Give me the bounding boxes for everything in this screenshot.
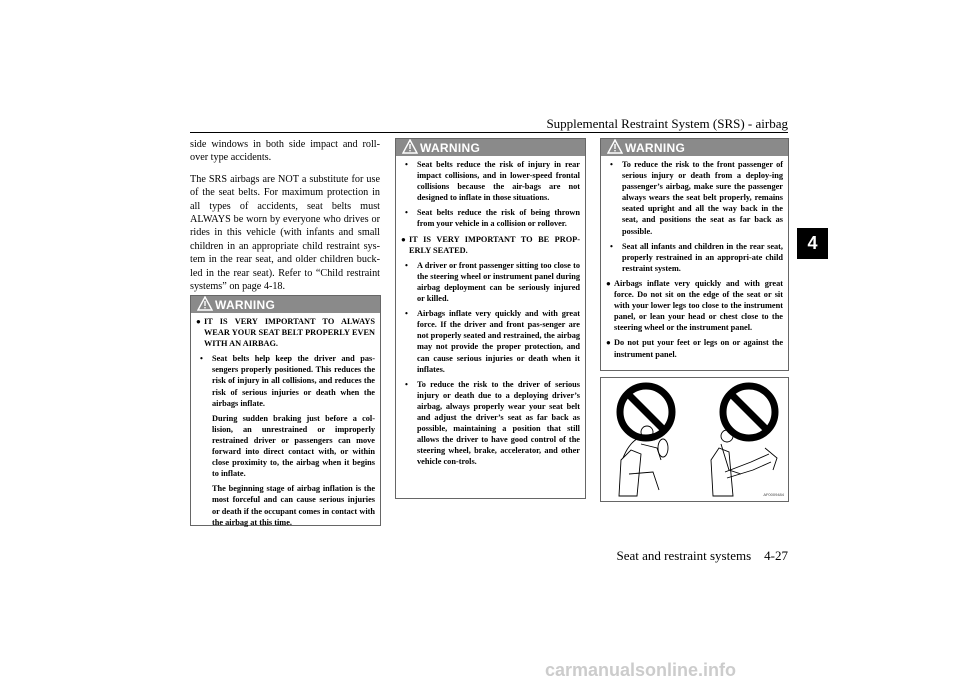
warning-label: WARNING [215,298,276,312]
page-header-title: Supplemental Restraint System (SRS) - airbag [546,116,788,131]
warning-body [396,156,585,475]
warning-continuation: During sudden braking just before a col-lision, an unrestrained or improperly restrained driver or passengers can move forward into direct contact with, or within close proximity to, the airbag when it begins to inflate. [212,413,375,479]
page-footer-text: Seat and restraint systems 4-27 [616,548,788,563]
paragraph: side windows in both side impact and roll-over type accidents. [190,139,380,164]
warning-box-3 [600,138,789,371]
warning-subitem: • A driver or front passenger sitting too close to the steering wheel or instrument panel during airbag deployment can be seriously injured or killed. [405,260,580,304]
warning-triangle-icon [402,139,418,154]
warning-subitem: • Seat belts reduce the risk of injury in rear impact collisions, and in lower-speed frontal collisions because the air-bags are not designed to inflate in those situations. [405,160,580,203]
warning-item: ● IT IS VERY IMPORTANT TO ALWAYS WEAR YOUR SEAT BELT PROPERLY EVEN WITH AN AIRBAG. [196,317,375,349]
paragraph: The SRS airbags are NOT a substitute for use of the seat belts. For maximum protection in all types of accidents, seat belts must ALWAYS be worn by everyone who drives or rides in this vehicle (with infants and small children in an appropriate child restraint sys-tem in the rear seat, and older children buck-led in the rear seat). Refer to “Child restraint systems” on page 4-18. [190,173,380,293]
illustration-graphic [601,378,788,501]
warning-item: ● IT IS VERY IMPORTANT TO BE PROP-ERLY SEATED. [401,234,580,255]
warning-triangle-icon [197,296,213,311]
warning-box-2 [395,138,586,499]
warning-subitem: • To reduce the risk to the front passenger of serious injury or death from a deploy-ing passenger’s airbag, make sure the passenger always wears the seat belt properly, remains seated upright and all the way back in the seat, and positions the seat as far back as possible. [610,160,783,236]
warning-item: ● Do not put your feet or legs on or against the instrument panel. [606,338,783,359]
warning-body [191,313,380,536]
chapter-tab: 4 [797,228,828,259]
illustration-improper-seating [600,377,789,502]
warning-item: ● Airbags inflate very quickly and with great force. Do not sit on the edge of the seat or sit with your lower legs too close to the instrument panel, or lean your head or chest close to the steering wheel or the instrument panel. [606,278,783,333]
illustration-code: AF0009484 [763,492,784,497]
warning-subitem: • To reduce the risk to the driver of serious injury or death due to a deploying driver’s airbag, always properly wear your seat belt and adjust the driver’s seat as far back as possible, maintaining a position that still allows the driver to have good control of the steering wheel, brake, accelerator, and other vehicle con-trols. [405,379,580,467]
warning-header [191,296,380,313]
warning-label: WARNING [625,141,686,155]
watermark: carmanualsonline.info [545,660,737,680]
warning-subitem: • Airbags inflate very quickly and with great force. If the driver and front pas-senger are not properly seated and restrained, the airbag may not provide the proper protection, and can cause serious injuries or death when it inflates. [405,309,580,374]
prohibition-icon [620,386,672,438]
warning-header [396,139,585,156]
warning-label: WARNING [420,141,481,155]
header-rule [190,132,788,133]
warning-body [601,156,788,368]
prohibition-icon [723,386,775,438]
warning-box-1 [190,295,381,526]
warning-triangle-icon [607,139,623,154]
warning-continuation: The beginning stage of airbag inflation is the most forceful and can cause serious injuries or death if the occupant comes in contact with the airbag at this time. [212,484,375,527]
warning-header [601,139,788,156]
warning-subitem: • Seat all infants and children in the rear seat, properly restrained in an appropri-ate child restraint system. [610,241,783,273]
warning-subitem: • Seat belts help keep the driver and pas-sengers properly positioned. This reduces the risk of injury in all collisions, and reduces the risk of serious injuries or death when the airbags inflate. [200,354,375,408]
warning-subitem: • Seat belts reduce the risk of being thrown from your vehicle in a collision or rollover. [405,208,580,229]
body-text-column [190,138,380,301]
